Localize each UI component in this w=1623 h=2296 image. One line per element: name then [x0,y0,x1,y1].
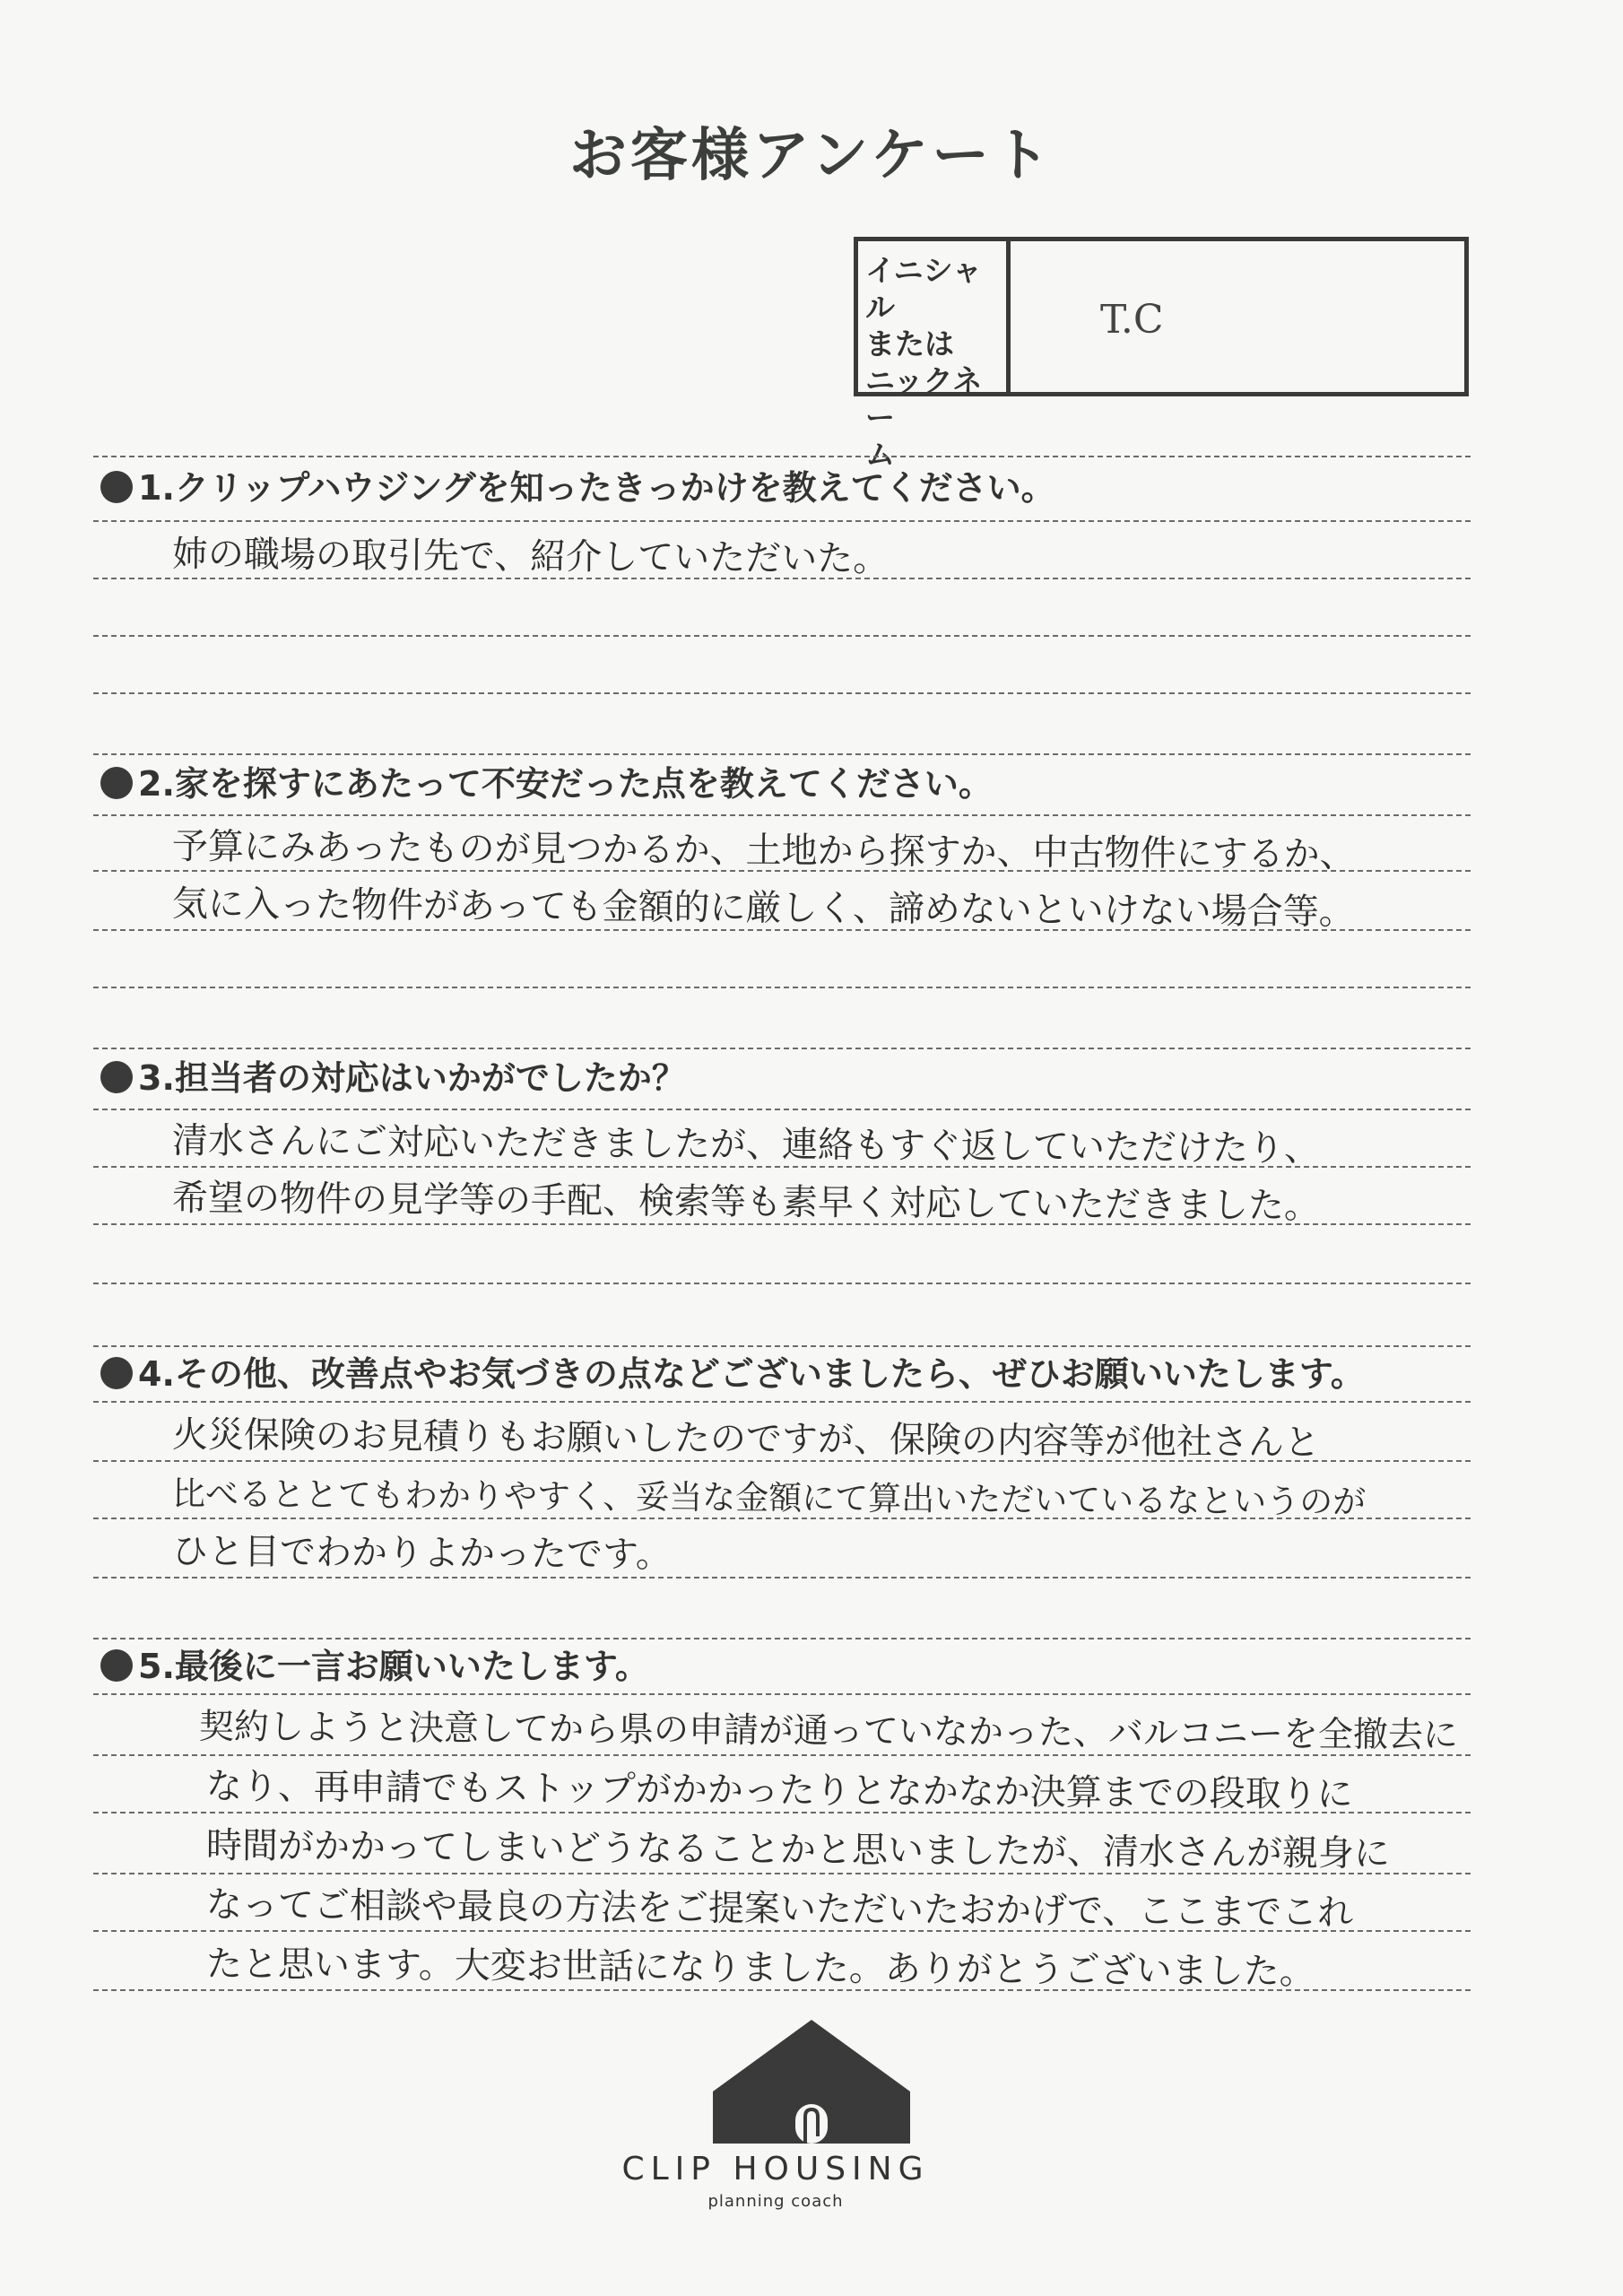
bullet-icon [100,1649,133,1682]
answer-3-line-1: 清水さんにご対応いただきましたが、連絡もすぐ返していただけたり、 [171,1120,1321,1170]
answer-2-line-2: 気に入った物件があっても金額的に厳しく、諦めないといけない場合等。 [171,883,1355,934]
initial-value-text: T.C [1100,297,1164,343]
question-4-title [100,1354,1365,1394]
initial-label-line: または [865,326,954,361]
rule-line [93,1109,1471,1110]
question-3-title [100,1058,686,1098]
rule-line [93,814,1471,816]
rule-line [93,1693,1471,1695]
answer-5-line-4: なってご相談や最良の方法をご提案いただいたおかげで、ここまでこれ [205,1884,1354,1934]
rule-line [93,520,1471,522]
logo-sub: planning coach [707,2192,844,2211]
question-2-title-text: 2.家を探すにあたって不安だった点を教えてください。 [138,764,993,804]
initial-label-line: イニシャル [865,253,983,325]
initial-box [854,237,1469,472]
rule-line [93,456,1471,457]
rule-line [93,1345,1471,1347]
bullet-icon [100,1061,133,1093]
answer-5-line-2: なり、再申請でもストップがかかったりとなかなか決算までの段取りに [205,1766,1353,1815]
rule-line [93,753,1471,755]
answer-4-line-3: ひと目でわかりよかったです。 [171,1531,672,1576]
rule-line [93,1048,1471,1049]
initial-value [1011,241,1464,392]
answer-4-line-2: 比べるととてもわかりやすく、妥当な金額にて算出いただいているなというのが [171,1474,1367,1522]
question-4-title-text: 4.その他、改善点やお気づきの点などございましたら、ぜひお願いいたします。 [138,1354,1365,1394]
rule-line [93,987,1471,988]
answer-5-line-1: 契約しようと決意してから県の申請が通っていなかった、バルコニーを全撤去に [198,1707,1459,1756]
question-1-title-text: 1.クリップハウジングを知ったきっかけを教えてください。 [138,468,1055,508]
initial-label-line: ニックネー [865,363,983,435]
rule-line [93,1638,1471,1639]
question-2-title [100,764,993,804]
initial-label [858,241,1011,472]
rule-line [93,1283,1471,1284]
answer-5-line-5: たと思います。大変お世話になりました。ありがとうございました。 [205,1944,1315,1993]
answer-2-line-1: 予算にみあったものが見つかるか、土地から探すか、中古物件にするか、 [171,826,1356,876]
answer-5-line-3: 時間がかかってしまいどうなることかと思いましたが、清水さんが親身に [205,1825,1391,1875]
answer-1-line-1: 姉の職場の取引先で、紹介していただいた。 [171,534,890,580]
logo-name: CLIP HOUSING [621,2151,930,2187]
initial-label-line: ム [865,437,895,472]
bullet-icon [100,471,133,503]
page-title: お客様アンケート [568,123,1055,189]
rule-line [93,1401,1471,1403]
answer-3-line-2: 希望の物件の見学等の手配、検索等も素早く対応していただきました。 [171,1178,1321,1227]
answer-4-line-1: 火災保険のお見積りもお願いしたのですが、保険の内容等が他社さんと [171,1414,1321,1464]
question-5-title [100,1647,649,1686]
rule-line [93,692,1471,694]
question-3-title-text: 3.担当者の対応はいかがでしたか？ [138,1058,686,1098]
rule-line [93,1577,1471,1578]
bullet-icon [100,767,133,799]
question-1-title [100,468,1055,508]
bullet-icon [100,1357,133,1389]
question-5-title-text: 5.最後に一言お願いいたします。 [138,1647,649,1686]
rule-line [93,635,1471,637]
